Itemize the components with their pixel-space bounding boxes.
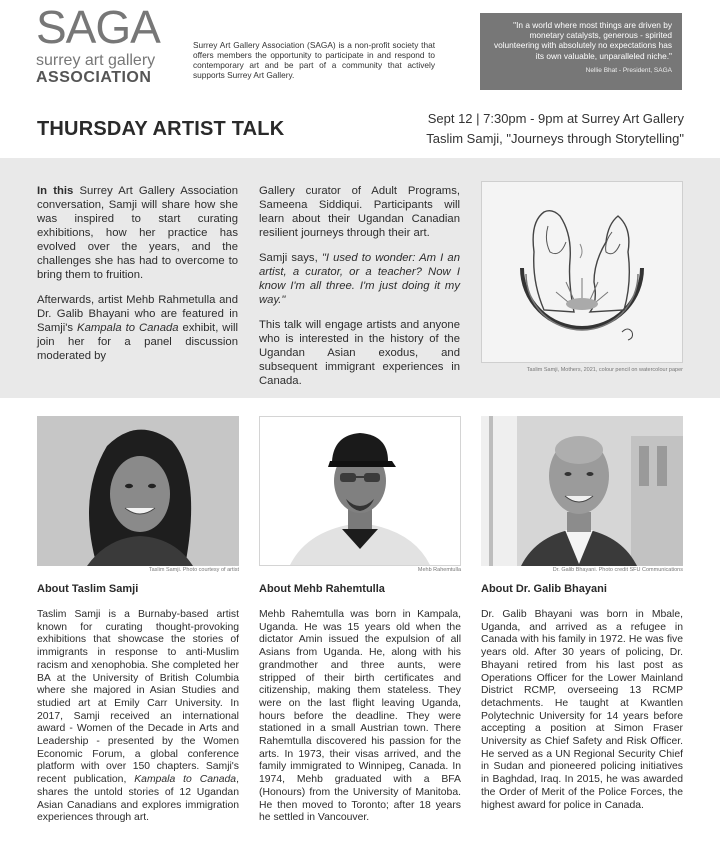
photo-caption: Mehb Rahemtulla [417, 567, 461, 573]
artwork-image [481, 181, 683, 363]
bio-text-mehb-rahemtulla: Mehb Rahemtulla was born in Kampala, Uganda. He was 15 years old when the dictator Amin issued the expulsion of all Asians from Uganda. He, along with his grandmother and three aunts, were stripped of their birth certificates and citizenship, making them stateless. They were on the last flight leaving Uganda, hours before the deadline. They were stationed in a small Austrian town. There Rahemtulla discovered his passion for the arts. In 1973, their visas arrived, and the family immigrated to Winnipeg, Canada. In 1974, Mehb graduated with a BFA (Honours) from the University of Manitoba. He then moved to Toronto; after 18 years he settled in Vancouver. [259, 609, 461, 824]
photo-galib-bhayani [481, 416, 683, 566]
bio-text-part: Taslim Samji is a Burnaby-based artist known for curating thought-provoking exhibitions that showcase the stories of immigrants in response to anti-Muslim racism and xenophobia. She completed her BA at the University of British Columbia where she majored in Asian Studies and studied art at Emily Carr University. In 2017, Samji received an international award - Women of the Decade in Arts and Leadership - presented by the Women Economic Forum, a global conference platform with over 150 chapters. Samji's recent publication, [37, 609, 239, 786]
bio-title-mehb-rahemtulla: About Mehb Rahemtulla [259, 583, 385, 595]
photo-taslim-samji [37, 416, 239, 566]
intro-paragraph [37, 184, 238, 282]
artwork-caption: Taslim Samji, Mothers, 2021, colour pencil on watercolour paper [526, 367, 683, 373]
event-title: THURSDAY ARTIST TALK [37, 118, 285, 140]
portrait-woman-icon [37, 416, 239, 566]
intro-paragraph: Gallery curator of Adult Programs, Sameena Siddiqui. Participants will learn about their Ugandan Canadian resilient journeys through their art. [259, 185, 460, 239]
logo-subtitle-bold: ASSOCIATION [36, 69, 152, 86]
intro-lead: In this [37, 185, 74, 197]
logo-wordmark: SAGA [36, 1, 160, 53]
intro-column-left [37, 184, 238, 374]
bio-title-galib-bhayani: About Dr. Galib Bhayani [481, 583, 607, 595]
event-header [0, 100, 720, 158]
portrait-man-cap-icon [260, 417, 460, 565]
saga-logo [36, 1, 186, 86]
quote-box [480, 13, 682, 90]
exhibit-title: Kampala to Canada [77, 322, 179, 334]
intro-text: Samji says, [259, 252, 322, 264]
intro-text: Surrey Art Gallery Association conversation, Samji will share how she was inspired to start curating exhibitions, how her practice has evolved over the years, and the challenges she has had to overcome to bring them to fruition. [37, 185, 238, 281]
intro-paragraph: This talk will engage artists and anyone who is interested in the history of the Ugandan Asian exodus, and subsequent immigrant experiences in Canada. [259, 319, 460, 387]
bio-text-taslim-samji [37, 609, 239, 825]
portrait-man-suit-icon [481, 416, 683, 566]
intro-text: exhibit, will join her for a panel discussion moderated by [37, 322, 238, 362]
event-datetime: Sept 12 | 7:30pm - 9pm at Surrey Art Gallery [427, 111, 684, 126]
bio-text-part: , shares the untold stories of 12 Ugandan Asian Canadians and explores immigration experiences through art. [37, 774, 239, 824]
quote-text: "In a world where most things are driven by monetary catalysts, generous - spirited volunteering with absolutely no expectations has its own valuable, unparalleled niche." [493, 20, 672, 61]
logo-subtitle: surrey art gallery [36, 52, 156, 69]
intro-paragraph [37, 293, 238, 363]
bio-text-galib-bhayani: Dr. Galib Bhayani was born in Mbale, Uganda, and arrived as a refugee in Canada with his family in 1972. He was five years old. After 30 years of policing, Dr. Bhayani retired from his last post as Operations Officer for the Lower Mainland District RCMP, overseeing 13 RCMP detachments. He taught at Kwantlen Polytechnic University for 14 years before accepting a position at Simon Fraser University as Chief Safety and Risk Officer. He served as a UN Regional Security Chief in Sudan and pioneered policing initiatives in Baghdad, Iraq. In 2015, he was awarded the Order of Merit of the Police Forces, the highest award for police in Canada. [481, 609, 683, 811]
masthead [0, 0, 720, 100]
photo-caption: Dr. Galib Bhayani. Photo credit SFU Communications [552, 567, 683, 573]
event-details [426, 109, 684, 149]
intro-column-middle [259, 184, 460, 399]
intro-text: Afterwards, artist Mehb Rahmetulla and Dr. Galib Bhayani who are featured in Samji's [37, 294, 238, 334]
photo-caption: Taslim Samji. Photo courtesy of artist [148, 567, 239, 573]
photo-mehb-rahemtulla [259, 416, 461, 566]
samji-quote: "I used to wonder: Am I an artist, a curator, or a teacher? Now I know I'm all three. I'm just doing it my way." [259, 252, 460, 306]
intro-paragraph [259, 251, 460, 307]
intro-band [0, 158, 720, 398]
mission-statement: Surrey Art Gallery Association (SAGA) is a non-profit society that offers members the opportunity to participate in and respond to contemporary art and be part of a community that actively supports Surrey Art Gallery. [193, 40, 435, 80]
artwork-mothers-icon [482, 182, 682, 362]
bio-title-taslim-samji: About Taslim Samji [37, 583, 139, 595]
publication-title: Kampala to Canada [134, 774, 237, 786]
quote-attribution: Nellie Bhat - President, SAGA [585, 66, 672, 74]
event-talk-title: Taslim Samji, "Journeys through Storytelling" [426, 131, 684, 146]
